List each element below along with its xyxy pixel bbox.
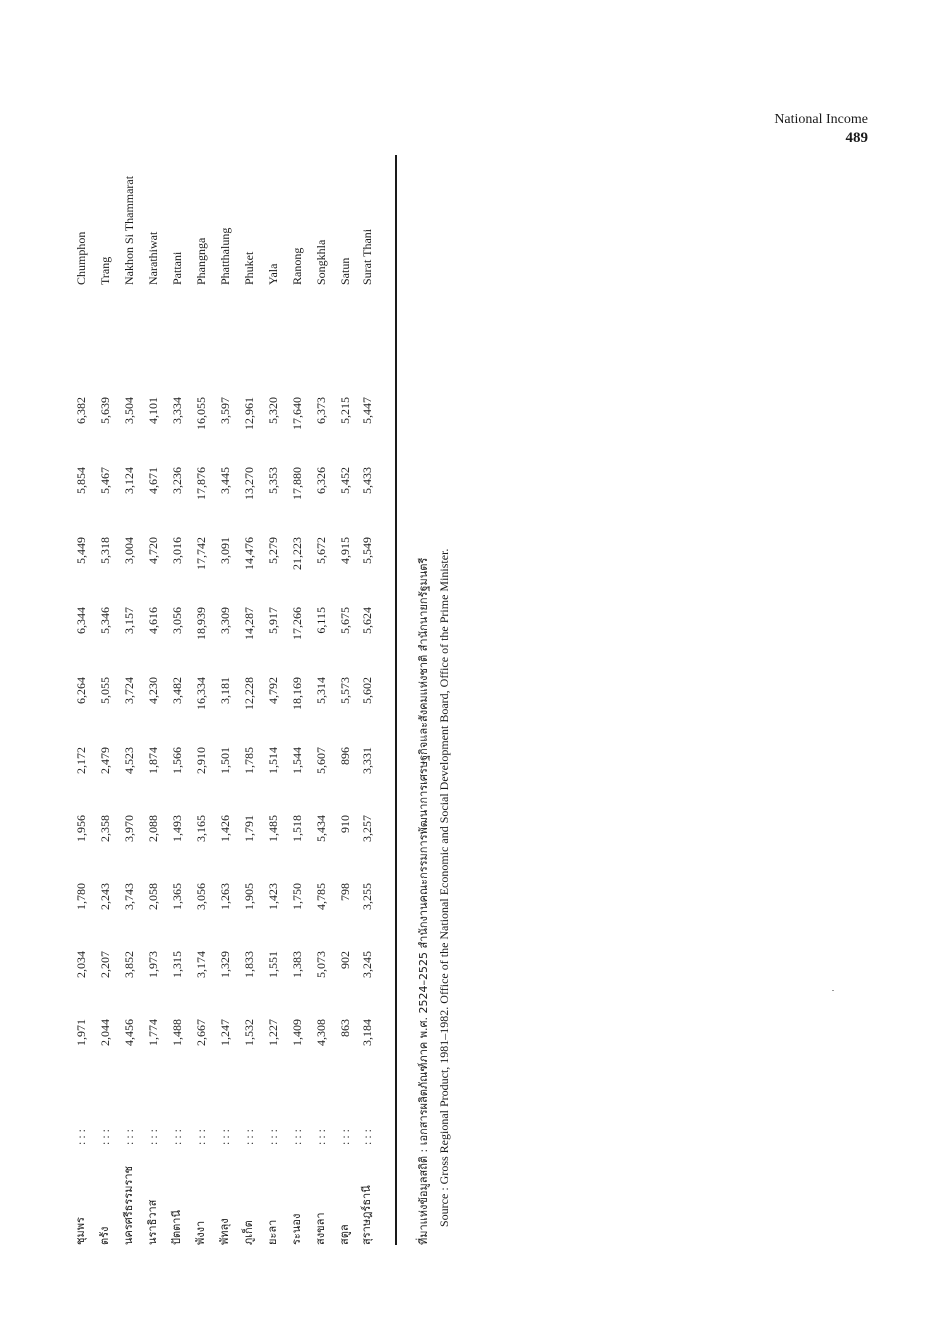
leader-dots: ::: [314, 1125, 328, 1145]
value-cell: 4,456 [122, 1019, 136, 1046]
value-cell: 1,383 [290, 951, 304, 978]
value-cell: 5,215 [338, 397, 352, 424]
thai-source-note: ที่มาแห่งข้อมูลสถิติ : เอกสารผลิตภัณฑ์ภาค พ.ศ. 2524–2525 สำนักงานคณะกรรมการพัฒนาการเศรษฐกิจและสังคมแห่งชาติ สำนักนายกรัฐมนตรี [417, 557, 430, 1245]
value-cell: 14,476 [242, 537, 256, 570]
value-cell: 4,616 [146, 607, 160, 634]
value-cell: 2,172 [74, 747, 88, 774]
value-cell: 5,854 [74, 467, 88, 494]
value-cell: 2,207 [98, 951, 112, 978]
value-cell: 1,544 [290, 747, 304, 774]
value-cell: 17,876 [194, 467, 208, 500]
leader-dots: ::: [170, 1125, 184, 1145]
rotated-table-page [50, 155, 520, 1245]
value-cell: 5,607 [314, 747, 328, 774]
value-cell: 5,675 [338, 607, 352, 634]
province-thai: ชุมพร [74, 1217, 87, 1245]
value-cell: 3,004 [122, 537, 136, 564]
value-cell: 1,263 [218, 883, 232, 910]
province-english: Chumphon [74, 231, 88, 285]
leader-dots: ::: [360, 1125, 374, 1145]
leader-dots: ::: [98, 1125, 112, 1145]
value-cell: 2,058 [146, 883, 160, 910]
value-cell: 3,597 [218, 397, 232, 424]
value-cell: 3,091 [218, 537, 232, 564]
value-cell: 3,482 [170, 677, 184, 704]
value-cell: 3,445 [218, 467, 232, 494]
province-english: Pattani [170, 251, 184, 285]
value-cell: 1,501 [218, 747, 232, 774]
running-head-title: National Income [774, 112, 868, 127]
value-cell: 1,514 [266, 747, 280, 774]
value-cell: 6,382 [74, 397, 88, 424]
value-cell: 4,671 [146, 467, 160, 494]
province-thai: พังงา [194, 1220, 207, 1245]
province-english: Phuket [242, 251, 256, 285]
value-cell: 5,279 [266, 537, 280, 564]
province-thai: ยะลา [266, 1219, 279, 1245]
table-row [70, 155, 92, 1245]
value-cell: 4,785 [314, 883, 328, 910]
value-cell: 3,331 [360, 747, 374, 774]
value-cell: 5,073 [314, 951, 328, 978]
value-cell: 1,971 [74, 1019, 88, 1046]
province-english: Nakhon Si Thammarat [122, 175, 136, 285]
value-cell: 5,467 [98, 467, 112, 494]
leader-dots: ::: [146, 1125, 160, 1145]
value-cell: 3,257 [360, 815, 374, 842]
province-thai: สงขลา [314, 1212, 327, 1245]
value-cell: 1,833 [242, 951, 256, 978]
value-cell: 1,973 [146, 951, 160, 978]
english-source-note: Source : Gross Regional Product, 1981–1982. Office of the National Economic and Social Development Board, Office of the Prime Minister. [437, 548, 451, 1227]
value-cell: 3,309 [218, 607, 232, 634]
value-cell: 2,910 [194, 747, 208, 774]
value-cell: 3,124 [122, 467, 136, 494]
value-cell: 1,315 [170, 951, 184, 978]
province-english: Phangnga [194, 237, 208, 285]
province-english: Ranong [290, 247, 304, 285]
value-cell: 4,720 [146, 537, 160, 564]
value-cell: 3,504 [122, 397, 136, 424]
value-cell: 1,566 [170, 747, 184, 774]
value-cell: 14,287 [242, 607, 256, 640]
value-cell: 2,044 [98, 1019, 112, 1046]
value-cell: 6,373 [314, 397, 328, 424]
value-cell: 896 [338, 747, 352, 765]
value-cell: 12,961 [242, 397, 256, 430]
value-cell: 12,228 [242, 677, 256, 710]
value-cell: 3,157 [122, 607, 136, 634]
value-cell: 5,353 [266, 467, 280, 494]
value-cell: 4,308 [314, 1019, 328, 1046]
province-english: Yala [266, 263, 280, 285]
leader-dots: ::: [290, 1125, 304, 1145]
value-cell: 3,016 [170, 537, 184, 564]
value-cell: 5,602 [360, 677, 374, 704]
value-cell: 4,523 [122, 747, 136, 774]
value-cell: 5,452 [338, 467, 352, 494]
value-cell: 5,434 [314, 815, 328, 842]
value-cell: 1,551 [266, 951, 280, 978]
value-cell: 4,230 [146, 677, 160, 704]
value-cell: 4,915 [338, 537, 352, 564]
value-cell: 1,785 [242, 747, 256, 774]
value-cell: 4,101 [146, 397, 160, 424]
page-speck [832, 990, 834, 991]
table-row [142, 155, 164, 1245]
province-english: Narathiwat [146, 231, 160, 285]
value-cell: 3,056 [194, 883, 208, 910]
value-cell: 5,433 [360, 467, 374, 494]
province-thai: นราธิวาส [146, 1199, 159, 1245]
value-cell: 1,874 [146, 747, 160, 774]
value-cell: 1,485 [266, 815, 280, 842]
leader-dots: ::: [74, 1125, 88, 1145]
table-row [118, 155, 140, 1245]
value-cell: 5,055 [98, 677, 112, 704]
value-cell: 21,223 [290, 537, 304, 570]
leader-dots: ::: [194, 1125, 208, 1145]
value-cell: 2,034 [74, 951, 88, 978]
value-cell: 1,365 [170, 883, 184, 910]
value-cell: 5,672 [314, 537, 328, 564]
value-cell: 1,905 [242, 883, 256, 910]
value-cell: 798 [338, 883, 352, 901]
leader-dots: ::: [122, 1125, 136, 1145]
value-cell: 1,956 [74, 815, 88, 842]
leader-dots: ::: [218, 1125, 232, 1145]
value-cell: 2,479 [98, 747, 112, 774]
value-cell: 1,227 [266, 1019, 280, 1046]
value-cell: 1,409 [290, 1019, 304, 1046]
value-cell: 2,088 [146, 815, 160, 842]
value-cell: 3,743 [122, 883, 136, 910]
province-thai: ภูเก็ต [242, 1220, 255, 1245]
leader-dots: ::: [242, 1125, 256, 1145]
value-cell: 2,667 [194, 1019, 208, 1046]
leader-dots: ::: [338, 1125, 352, 1145]
province-english: Phatthalung [218, 227, 232, 285]
value-cell: 2,243 [98, 883, 112, 910]
value-cell: 3,056 [170, 607, 184, 634]
value-cell: 6,115 [314, 607, 328, 634]
province-thai: ปัตตานี [170, 1210, 183, 1245]
province-english: Surat Thani [360, 228, 374, 285]
value-cell: 1,780 [74, 883, 88, 910]
value-cell: 6,264 [74, 677, 88, 704]
table-row [94, 155, 116, 1245]
province-thai: สุราษฎร์ธานี [360, 1185, 373, 1245]
value-cell: 17,266 [290, 607, 304, 640]
table-bottom-rule [395, 155, 397, 1245]
value-cell: 5,346 [98, 607, 112, 634]
value-cell: 5,917 [266, 607, 280, 634]
value-cell: 5,549 [360, 537, 374, 564]
value-cell: 1,488 [170, 1019, 184, 1046]
value-cell: 1,750 [290, 883, 304, 910]
value-cell: 5,624 [360, 607, 374, 634]
value-cell: 1,426 [218, 815, 232, 842]
table-row [214, 155, 236, 1245]
value-cell: 863 [338, 1019, 352, 1037]
province-thai: นครศรีธรรมราช [122, 1165, 135, 1245]
table-row [310, 155, 332, 1245]
value-cell: 16,334 [194, 677, 208, 710]
value-cell: 902 [338, 951, 352, 969]
value-cell: 3,334 [170, 397, 184, 424]
value-cell: 1,774 [146, 1019, 160, 1046]
running-head [774, 110, 868, 148]
value-cell: 1,247 [218, 1019, 232, 1046]
value-cell: 5,573 [338, 677, 352, 704]
value-cell: 6,344 [74, 607, 88, 634]
value-cell: 910 [338, 815, 352, 833]
value-cell: 18,939 [194, 607, 208, 640]
value-cell: 5,314 [314, 677, 328, 704]
table-row [334, 155, 356, 1245]
value-cell: 3,165 [194, 815, 208, 842]
table-row [286, 155, 308, 1245]
value-cell: 17,640 [290, 397, 304, 430]
value-cell: 3,970 [122, 815, 136, 842]
value-cell: 6,326 [314, 467, 328, 494]
value-cell: 5,318 [98, 537, 112, 564]
value-cell: 17,880 [290, 467, 304, 500]
value-cell: 1,791 [242, 815, 256, 842]
value-cell: 1,493 [170, 815, 184, 842]
value-cell: 1,423 [266, 883, 280, 910]
province-thai: ตรัง [98, 1226, 111, 1245]
value-cell: 1,532 [242, 1019, 256, 1046]
value-cell: 3,174 [194, 951, 208, 978]
value-cell: 16,055 [194, 397, 208, 430]
province-english: Trang [98, 256, 112, 285]
page-number: 489 [845, 130, 868, 146]
province-thai: ระนอง [290, 1213, 303, 1245]
value-cell: 5,447 [360, 397, 374, 424]
value-cell: 3,181 [218, 677, 232, 704]
table-row [356, 155, 378, 1245]
value-cell: 3,245 [360, 951, 374, 978]
value-cell: 3,255 [360, 883, 374, 910]
province-english: Songkhla [314, 239, 328, 285]
value-cell: 3,236 [170, 467, 184, 494]
value-cell: 18,169 [290, 677, 304, 710]
value-cell: 5,449 [74, 537, 88, 564]
value-cell: 3,724 [122, 677, 136, 704]
value-cell: 3,184 [360, 1019, 374, 1046]
value-cell: 4,792 [266, 677, 280, 704]
province-english: Satun [338, 257, 352, 285]
province-thai: พัทลุง [218, 1218, 231, 1245]
value-cell: 2,358 [98, 815, 112, 842]
table-row [262, 155, 284, 1245]
value-cell: 13,270 [242, 467, 256, 500]
value-cell: 5,320 [266, 397, 280, 424]
province-thai: สตูล [338, 1224, 351, 1245]
value-cell: 1,518 [290, 815, 304, 842]
table-row [190, 155, 212, 1245]
table-row [166, 155, 188, 1245]
value-cell: 17,742 [194, 537, 208, 570]
value-cell: 3,852 [122, 951, 136, 978]
leader-dots: ::: [266, 1125, 280, 1145]
table-row [238, 155, 260, 1245]
value-cell: 1,329 [218, 951, 232, 978]
value-cell: 5,639 [98, 397, 112, 424]
